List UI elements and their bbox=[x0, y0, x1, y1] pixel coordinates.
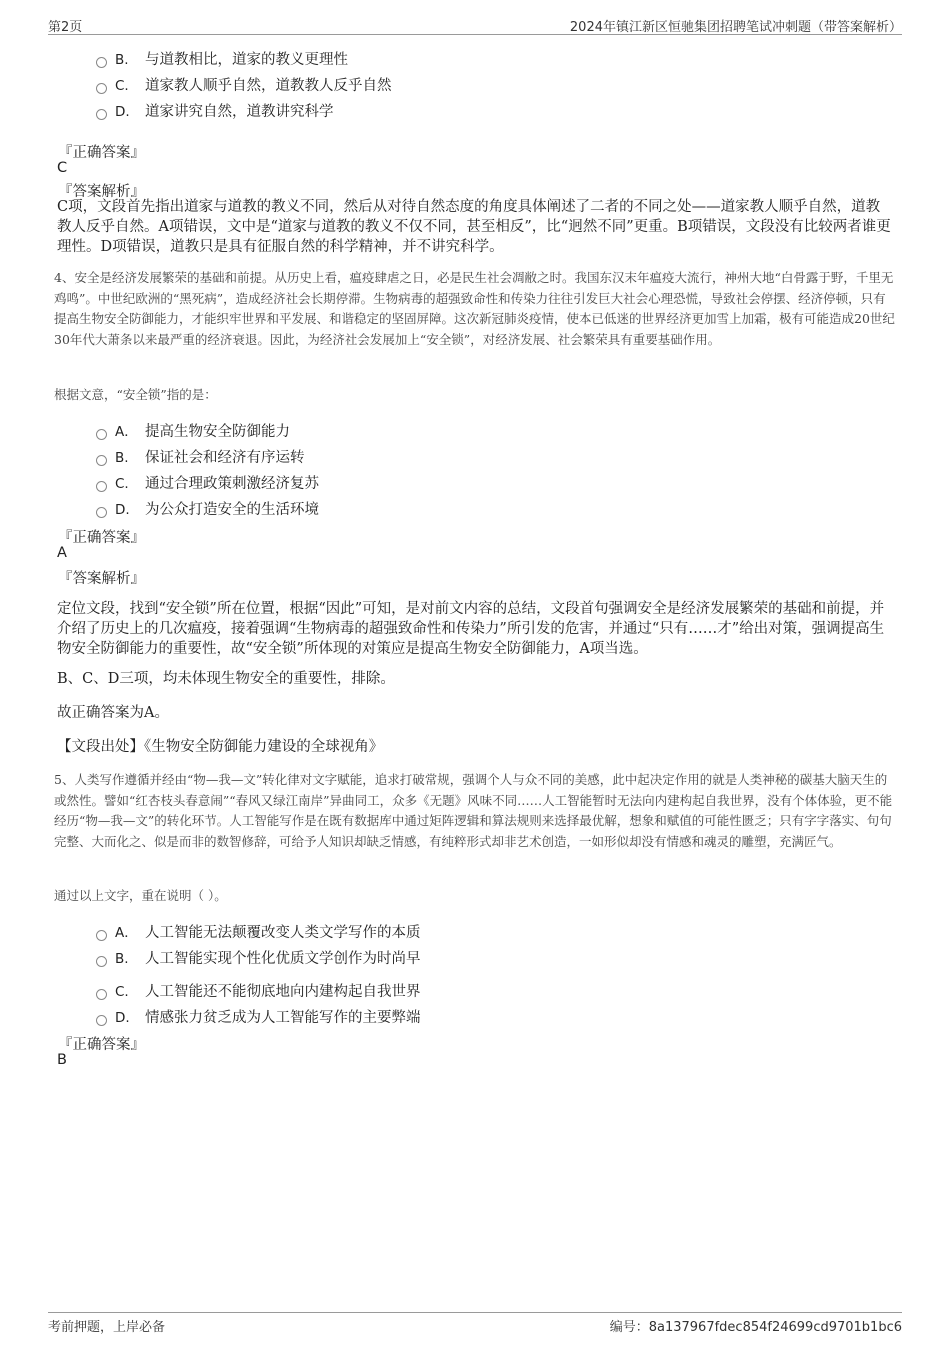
radio-icon[interactable] bbox=[96, 57, 107, 68]
q3-answer: C bbox=[57, 160, 68, 176]
q4-passage: 4、安全是经济发展繁荣的基础和前提。从历史上看，瘟疫肆虐之日，必是民生社会凋敝之时。我国东汉末年瘟疫大流行，神州大地“白骨露于野，千里无鸡鸣”。中世纪欧洲的“黑死病”，造成经济社会长期停滞。生物病毒的超强致命性和传染力往往引发巨大社会心理恐慌，导致社会停摆、经济停顿，只有提高生物安全防御能力，才能织牢世界和平发展、和谐稳定的坚固屏障。这次新冠肺炎疫情，使本已低迷的世界经济更加雪上加霜，极有可能造成20世纪30年代大萧条以来最严重的经济衰退。因此，为经济社会发展加上“安全锁”，对经济发展、社会繁荣具有重要基础作用。 bbox=[54, 270, 895, 347]
q5-option-a[interactable]: A． 人工智能无法颠覆改变人类文学写作的本质 bbox=[96, 921, 421, 943]
q4-analysis-paragraph: 故正确答案为A。 bbox=[57, 705, 169, 721]
q3-analysis: C项，文段首先指出道家与道教的教义不同，然后从对待自然态度的角度具体阐述了二者的不同之处——道家教人顺乎自然，道教教人反乎自然。A项错误，文中是“道家与道教的教义不仅不同，甚至相反”，比“迥然不同”更重。B项错误，文段没有比较两者谁更理性。D项错误，道教只是具有征服自然的科学精神，并不讲究科学。 bbox=[57, 199, 891, 255]
q3-option-c[interactable]: C. 道家教人顺乎自然，道教教人反乎自然 bbox=[96, 74, 392, 96]
q5-passage: 5、人类写作遵循并经由“物—我—文”转化律对文字赋能，追求打破常规，强调个人与众不同的美感，此中起决定作用的就是人类神秘的碳基大脑天生的或然性。譬如“红杏枝头春意闹”“春风又绿江南岸”异曲同工，众多《无题》风味不同……人工智能暂时无法向内建构起自我世界，没有个体体验，更不能经历“物—我—文”的转化环节。人工智能写作是在既有数据库中通过矩阵逻辑和算法规则来选择最优解，想象和赋值的可能性匮乏；只有字字落实、句句完整、大而化之、似是而非的数智修辞，可给予人知识却缺乏情感，有纯粹形式却非艺术创造，一如形似却没有情感和魂灵的雕塑，充满匠气。 bbox=[54, 772, 893, 849]
q3-option-d[interactable]: D. 道家讲究自然，道教讲究科学 bbox=[96, 100, 334, 122]
radio-icon[interactable] bbox=[96, 83, 107, 94]
radio-icon[interactable] bbox=[96, 481, 107, 492]
q3-option-b[interactable]: B. 与道教相比，道家的教义更理性 bbox=[96, 48, 348, 70]
q4-option-b[interactable]: B. 保证社会和经济有序运转 bbox=[96, 446, 305, 468]
q5-question: 通过以上文字，重在说明（ ）。 bbox=[54, 888, 227, 903]
q4-answer-label: 『正确答案』 bbox=[58, 530, 145, 546]
page-header bbox=[48, 14, 902, 35]
radio-icon[interactable] bbox=[96, 989, 107, 1000]
q3-analysis-label: 『答案解析』 bbox=[58, 184, 145, 200]
footer-slogan: 考前押题，上岸必备 bbox=[48, 1320, 166, 1335]
q4-answer: A bbox=[57, 545, 67, 561]
radio-icon[interactable] bbox=[96, 507, 107, 518]
q5-option-d[interactable]: D. 情感张力贫乏成为人工智能写作的主要弊端 bbox=[96, 1006, 421, 1028]
radio-icon[interactable] bbox=[96, 930, 107, 941]
radio-icon[interactable] bbox=[96, 956, 107, 967]
document-id: 编号：8a137967fdec854f24699cd9701b1bc6 bbox=[609, 1320, 902, 1335]
q4-option-d[interactable]: D. 为公众打造安全的生活环境 bbox=[96, 498, 319, 520]
radio-icon[interactable] bbox=[96, 455, 107, 466]
radio-icon[interactable] bbox=[96, 109, 107, 120]
q4-source: 【文段出处】《生物安全防御能力建设的全球视角》 bbox=[57, 739, 384, 755]
q4-analysis-label: 『答案解析』 bbox=[58, 571, 145, 587]
q4-question: 根据文意，“安全锁”指的是： bbox=[54, 387, 217, 402]
q4-option-a[interactable]: A． 提高生物安全防御能力 bbox=[96, 420, 290, 442]
q4-analysis-paragraph: 定位文段，找到“安全锁”所在位置，根据“因此”可知，是对前文内容的总结，文段首句强调安全是经济发展繁荣的基础和前提，并介绍了历史上的几次瘟疫，接着强调“生物病毒的超强致命性和传染力”所引发的危害，并通过“只有……才”给出对策，强调提高生物安全防御能力的重要性，故“安全锁”所体现的对策应是提高生物安全防御能力，A项当选。 bbox=[57, 601, 885, 657]
q5-answer: B bbox=[57, 1052, 67, 1068]
q5-answer-label: 『正确答案』 bbox=[58, 1037, 145, 1053]
page-number: 第2页 bbox=[48, 20, 83, 35]
page-footer bbox=[48, 1312, 902, 1335]
q4-option-c[interactable]: C. 通过合理政策刺激经济复苏 bbox=[96, 472, 319, 494]
q5-option-b[interactable]: B. 人工智能实现个性化优质文学创作为时尚早 bbox=[96, 947, 421, 969]
q5-option-c[interactable]: C. 人工智能还不能彻底地向内建构起自我世界 bbox=[96, 980, 421, 1002]
radio-icon[interactable] bbox=[96, 429, 107, 440]
q4-analysis-paragraph: B、C、D三项，均未体现生物安全的重要性，排除。 bbox=[57, 671, 395, 687]
q3-answer-label: 『正确答案』 bbox=[58, 145, 145, 161]
radio-icon[interactable] bbox=[96, 1015, 107, 1026]
document-title: 2024年镇江新区恒驰集团招聘笔试冲刺题（带答案解析） bbox=[569, 20, 902, 35]
